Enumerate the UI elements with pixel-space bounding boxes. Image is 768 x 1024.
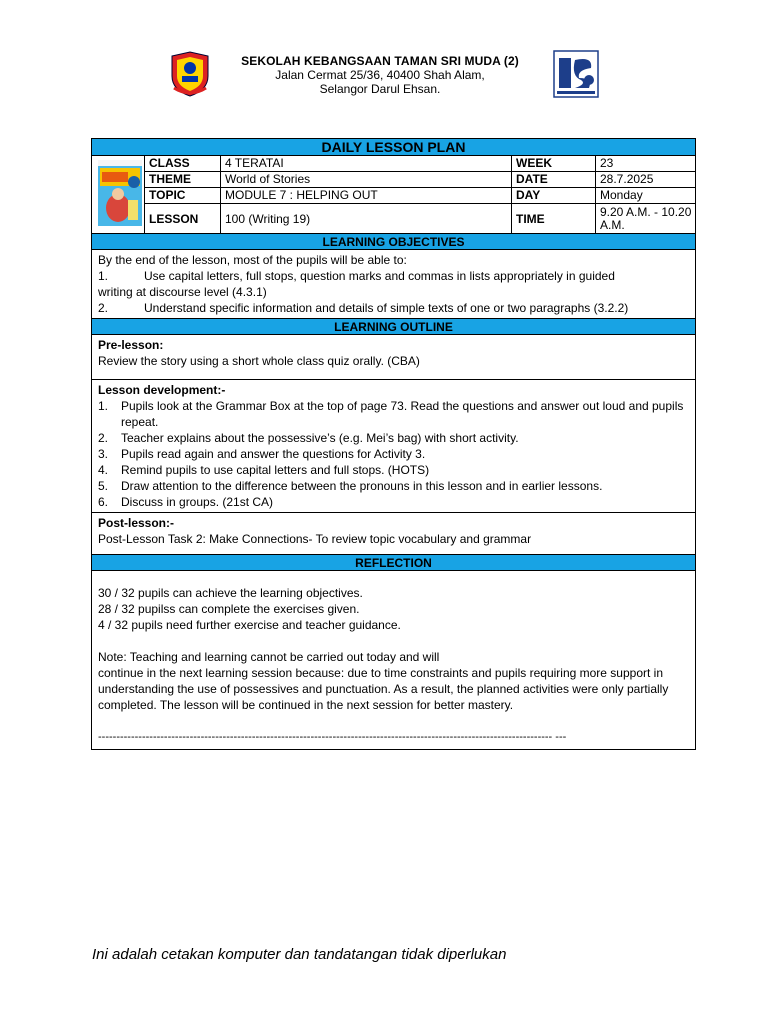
day-value: Monday	[596, 188, 695, 204]
class-value: 4 TERATAI	[221, 156, 512, 172]
list-item	[98, 430, 689, 446]
lesson-value: 100 (Writing 19)	[221, 204, 512, 234]
list-item	[98, 478, 689, 494]
objective-number: 2.	[98, 301, 109, 315]
theme-label: THEME	[145, 172, 221, 188]
objective-item	[98, 268, 689, 284]
class-label: CLASS	[145, 156, 221, 172]
item-text: Discuss in groups. (21st CA)	[121, 495, 274, 509]
objectives-intro: By the end of the lesson, most of the pupils will be able to:	[98, 253, 407, 267]
letterhead	[0, 0, 768, 110]
plan-title: DAILY LESSON PLAN	[92, 139, 695, 156]
day-label: DAY	[512, 188, 596, 204]
lesson-development-block	[92, 380, 695, 513]
outline-heading: LEARNING OUTLINE	[92, 319, 695, 335]
item-number: 5.	[98, 479, 109, 493]
time-label: TIME	[512, 204, 596, 234]
school-info	[200, 54, 560, 96]
reflection-heading: REFLECTION	[92, 555, 695, 571]
lesson-development-list	[98, 398, 689, 510]
item-number: 2.	[98, 431, 109, 445]
objective-number: 1.	[98, 269, 109, 283]
objective-text: Use capital letters, full stops, question marks and commas in lists appropriately in guided	[144, 269, 615, 283]
reflection-note: Note: Teaching and learning cannot be carried out today and will	[98, 650, 440, 664]
post-lesson-text: Post-Lesson Task 2: Make Connections- To review topic vocabulary and grammar	[98, 532, 532, 546]
dash-line: ---------------------------------------------------------------------------------------------------------------------------- ---	[98, 731, 567, 743]
objectives-block	[92, 250, 695, 319]
reflection-note-detail: continue in the next learning session because: due to time constraints and pupils requiring more support in understanding the use of possessives and punctuation. As a result, the planned activities were only partially completed. The lesson will be continued in the next session for better mastery.	[98, 666, 669, 712]
school-address-line2: Selangor Darul Ehsan.	[319, 82, 441, 96]
item-text: Draw attention to the difference between the pronouns in this lesson and in earlier lessons.	[121, 479, 603, 493]
post-lesson-block	[92, 513, 695, 555]
item-number: 6.	[98, 495, 109, 509]
list-item	[98, 494, 689, 510]
objective-text: Understand specific information and details of simple texts of one or two paragraphs (3.2.2)	[144, 301, 629, 315]
lesson-plan-table	[91, 138, 696, 750]
list-item	[98, 462, 689, 478]
pre-lesson-block	[92, 335, 695, 380]
list-item	[98, 398, 689, 430]
footer-note: Ini adalah cetakan komputer dan tandatangan tidak diperlukan	[92, 946, 507, 963]
date-label: DATE	[512, 172, 596, 188]
objectives-heading: LEARNING OBJECTIVES	[92, 234, 695, 250]
theme-value: World of Stories	[221, 172, 512, 188]
post-lesson-title: Post-lesson:-	[98, 516, 175, 530]
item-text: Remind pupils to use capital letters and full stops. (HOTS)	[121, 463, 430, 477]
school-address-line1: Jalan Cermat 25/36, 40400 Shah Alam,	[275, 68, 485, 82]
reflection-block	[92, 571, 695, 749]
item-text: Pupils read again and answer the questions for Activity 3.	[121, 447, 426, 461]
objective-item	[98, 300, 689, 316]
item-number: 3.	[98, 447, 109, 461]
school-badge-logo	[553, 50, 599, 98]
item-number: 4.	[98, 463, 109, 477]
item-text: Teacher explains about the possessive’s (e.g. Mei’s bag) with short activity.	[121, 431, 519, 445]
reflection-line: 30 / 32 pupils can achieve the learning objectives.	[98, 586, 363, 600]
pre-lesson-title: Pre-lesson:	[98, 338, 164, 352]
item-text: Pupils look at the Grammar Box at the top of page 73. Read the questions and answer out loud and pupils repeat.	[121, 399, 684, 429]
pre-lesson-text: Review the story using a short whole class quiz orally. (CBA)	[98, 354, 420, 368]
date-value: 28.7.2025	[596, 172, 695, 188]
week-label: WEEK	[512, 156, 596, 172]
week-value: 23	[596, 156, 695, 172]
objective-continuation: writing at discourse level (4.3.1)	[98, 285, 267, 299]
item-number: 1.	[98, 399, 109, 413]
lesson-development-title: Lesson development:-	[98, 383, 226, 397]
lesson-label: LESSON	[145, 204, 221, 234]
reflection-line: 4 / 32 pupils need further exercise and teacher guidance.	[98, 618, 401, 632]
topic-label: TOPIC	[145, 188, 221, 204]
textbook-cover-image	[92, 156, 145, 233]
reflection-line: 28 / 32 pupilss can complete the exercises given.	[98, 602, 360, 616]
school-name: SEKOLAH KEBANGSAAN TAMAN SRI MUDA (2)	[241, 54, 519, 68]
lesson-info	[92, 156, 695, 234]
topic-value: MODULE 7 : HELPING OUT	[221, 188, 512, 204]
time-value: 9.20 A.M. - 10.20 A.M.	[600, 205, 692, 232]
list-item	[98, 446, 689, 462]
lesson-info-grid	[145, 156, 695, 233]
